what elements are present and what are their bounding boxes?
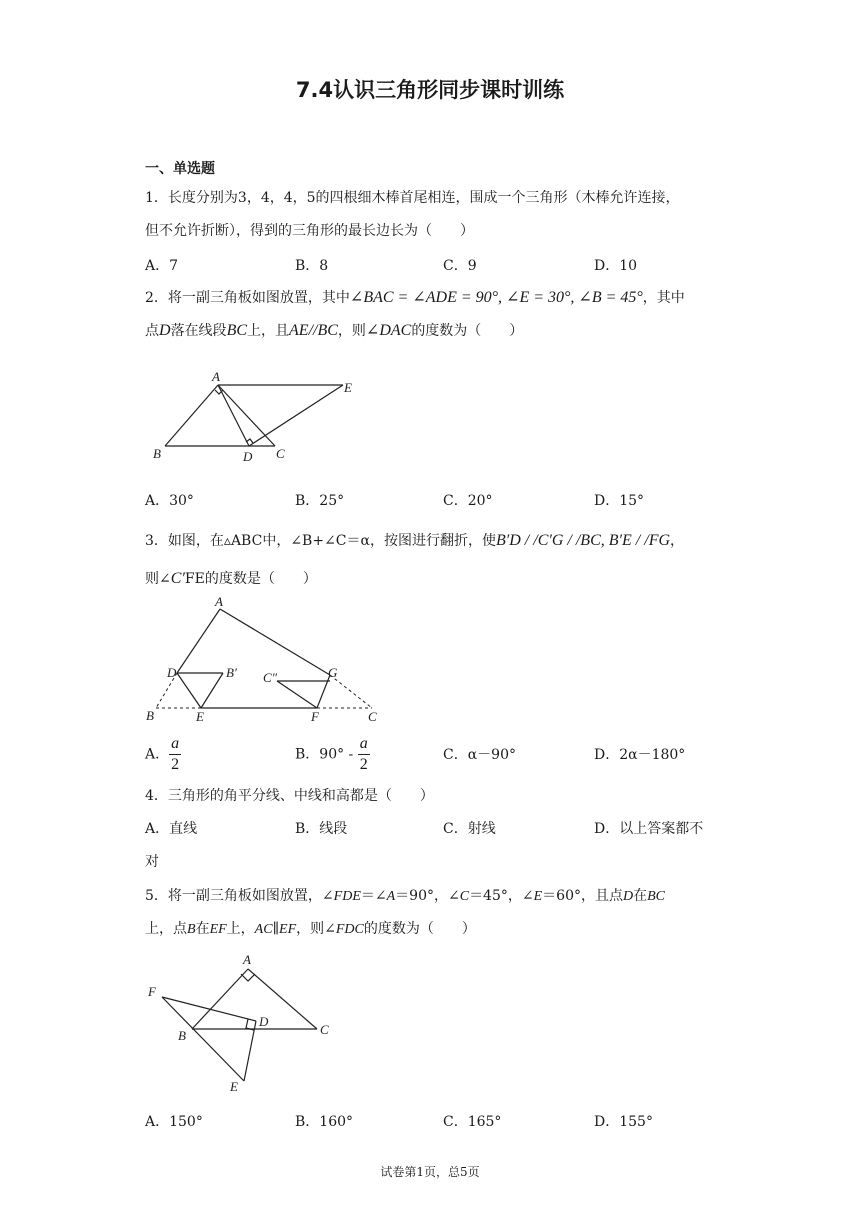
q5-math: FDC: [335, 922, 364, 937]
denominator: 2: [171, 756, 180, 773]
q2-text: 上，且: [247, 323, 290, 339]
q4-option-b: B．线段: [295, 821, 348, 837]
q5-math: EF: [209, 922, 227, 937]
q5-option-b: B．160°: [295, 1114, 354, 1130]
label-e: E: [344, 380, 352, 395]
numerator: a: [358, 736, 370, 755]
q5-math: EF: [279, 922, 297, 937]
line-ac: [218, 385, 275, 446]
q4-option-d: D．以上答案都不: [594, 821, 704, 837]
q2-math: BC: [226, 322, 248, 339]
q2-math: AE//BC: [289, 322, 338, 339]
q1-option-b: B．8: [295, 258, 329, 274]
line-ab: [165, 385, 218, 446]
q3-option-a: [145, 736, 181, 773]
q5-option-d: D．155°: [594, 1114, 653, 1130]
q5-math: C: [459, 889, 470, 904]
label-e: E: [230, 1079, 238, 1094]
q5-math: B: [187, 922, 196, 937]
numerator: a: [169, 736, 181, 755]
q3-option-d: D．2α－180°: [594, 747, 686, 763]
q5-text: 在: [195, 921, 210, 937]
q4-option-c: C．射线: [443, 821, 496, 837]
q5-option-a: A．150°: [145, 1114, 203, 1130]
q2-line1-suffix: ，其中: [642, 290, 685, 306]
q3-parallel-math: B′D / /C′G / /BC, B′E / /FG: [495, 532, 671, 549]
q5-line2: [145, 918, 476, 938]
q5-text: ＝90°，∠: [395, 888, 460, 904]
q5-text: ＝∠: [360, 888, 387, 904]
q5-math: D: [623, 889, 634, 904]
q5-math: A: [386, 889, 396, 904]
q5-option-c: C．165°: [443, 1114, 502, 1130]
q2-text: ，则: [337, 323, 366, 339]
q3-line2: [145, 568, 317, 588]
q5-text: ＝45°，∠: [469, 888, 534, 904]
q4-option-a: A．直线: [145, 821, 198, 837]
line-ad: [177, 609, 220, 673]
q1-option-a: A．7: [145, 258, 179, 274]
q3-option-a-label: A．: [145, 746, 170, 763]
q5-text: 5．将一副三角板如图放置，: [145, 888, 322, 904]
q1-line1: 1．长度分别为3，4，4，5的四根细木棒首尾相连，围成一个三角形（木棒允许连接，: [145, 190, 680, 206]
q2-option-a: A．30°: [145, 493, 194, 509]
q2-angles-math: ∠BAC = ∠ADE = 90°, ∠E = 30°, ∠B = 45°: [349, 289, 643, 306]
q2-option-c: C．20°: [443, 493, 493, 509]
section-heading: 一、单选题: [145, 161, 215, 177]
q3-text: FE的度数是（ ）: [184, 571, 317, 587]
label-c: C: [368, 709, 377, 724]
q2-line2: [145, 320, 523, 340]
q3-text: ▵ABC中，∠B+∠C＝α，按图进行翻折，使: [223, 533, 496, 549]
fraction: [358, 736, 370, 773]
q3-option-c: C．α－90°: [443, 747, 516, 763]
fraction: [169, 736, 181, 773]
q2-option-b: B．25°: [295, 493, 345, 509]
q5-text: ∥: [272, 921, 280, 937]
label-f: F: [311, 709, 319, 724]
q3-option-b-label: B．90° -: [295, 746, 354, 763]
label-a: A: [212, 369, 220, 384]
q5-text: ，则∠: [296, 921, 336, 937]
q4-option-d-wrap: 对: [145, 854, 159, 870]
label-d: D: [167, 665, 177, 680]
q3-figure: [140, 596, 385, 726]
label-g: G: [328, 665, 338, 680]
label-a: A: [243, 952, 251, 967]
line-ab: [192, 969, 248, 1029]
q5-text: 的度数为（ ）: [363, 921, 476, 937]
line-c1f: [277, 681, 317, 708]
q1-option-d: D．10: [594, 258, 638, 274]
line-b1e: [201, 673, 223, 708]
q2-math: D: [159, 322, 171, 339]
line-ad: [218, 385, 249, 446]
page-title: 7.4认识三角形同步课时训练: [295, 78, 565, 102]
q2-line1: [145, 287, 685, 307]
q2-text: 的度数为（ ）: [411, 323, 524, 339]
q5-text: 上，点: [145, 921, 187, 937]
label-a: A: [215, 596, 223, 609]
q2-math: ∠DAC: [365, 322, 412, 339]
q5-text: ＝60°，且点: [542, 888, 623, 904]
denominator: 2: [359, 756, 368, 773]
q3-line1: [145, 530, 684, 550]
q3-text: ，: [670, 533, 685, 549]
label-c-double-prime: C″: [263, 670, 278, 685]
q3-option-b: [295, 736, 370, 773]
line-fe: [162, 997, 244, 1081]
q2-text: 落在线段: [170, 323, 227, 339]
q5-line1: [145, 885, 665, 905]
q1-option-c: C．9: [443, 258, 477, 274]
q2-figure: [145, 368, 365, 468]
line-de: [249, 385, 343, 446]
label-f: F: [148, 984, 156, 999]
label-b: B: [153, 446, 161, 461]
label-b-prime: B′: [226, 665, 237, 680]
q4-line1: 4．三角形的角平分线、中线和高都是（ ）: [145, 788, 434, 804]
q1-line2: 但不允许折断），得到的三角形的最长边长为（ ）: [145, 223, 474, 239]
q2-line1-prefix: 2．将一副三角板如图放置，其中: [145, 290, 350, 306]
q5-math: E: [533, 889, 543, 904]
q5-text: 上，: [226, 921, 255, 937]
q3-text: 3．如图，在: [145, 533, 224, 549]
page-footer: 试卷第1页，总5页: [380, 1165, 480, 1179]
q2-option-d: D．15°: [594, 493, 645, 509]
label-b: B: [178, 1028, 186, 1043]
line-de: [244, 1021, 256, 1081]
q5-math: AC: [254, 922, 273, 937]
label-e: E: [196, 709, 204, 724]
line-fd: [162, 997, 256, 1021]
q2-text: 点: [145, 323, 159, 339]
q5-math: ∠FDE: [321, 889, 361, 904]
label-c: C: [276, 446, 285, 461]
label-b: B: [146, 708, 154, 723]
label-c: C: [320, 1022, 329, 1037]
q5-text: 在: [633, 888, 648, 904]
q3-math: C′: [170, 570, 185, 587]
q5-math: BC: [647, 889, 666, 904]
q5-figure: [140, 950, 350, 1100]
label-d: D: [243, 449, 253, 464]
q3-text: 则∠: [145, 571, 171, 587]
label-d: D: [259, 1014, 269, 1029]
line-de: [177, 673, 201, 708]
